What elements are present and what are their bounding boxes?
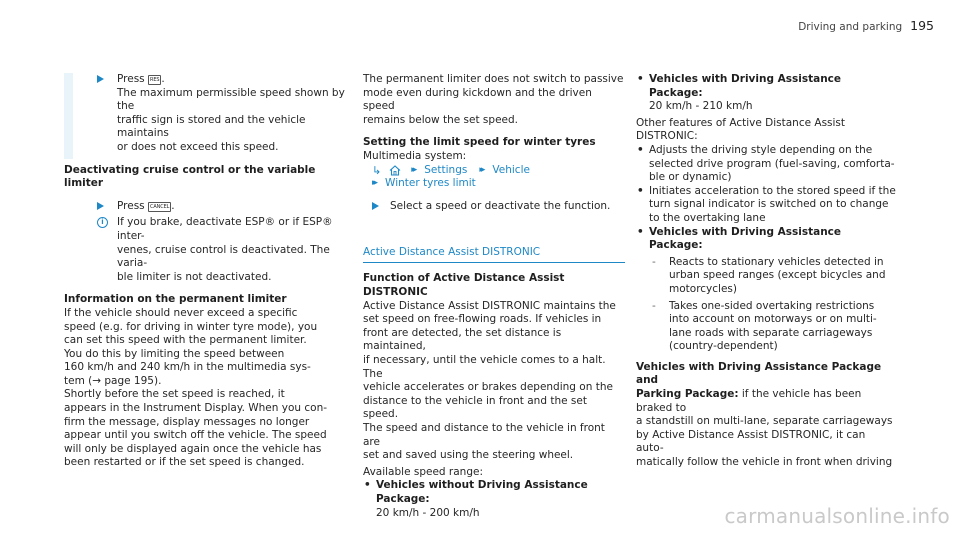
dash-icon: - [652,299,656,312]
text-line: 160 km/h and 240 km/h in the multimedia sys- [64,361,311,374]
step-arrow-icon [97,202,104,210]
note-line: If you brake, deactivate ESP® or if ESP® inter- [117,216,333,242]
text-line: firm the message, display messages no longer [64,415,310,428]
column-right [636,73,896,470]
bullet-with-package [636,73,896,114]
other-features [636,117,896,144]
watermark: carmanualsonline.info [724,504,950,528]
menu-path [363,164,625,191]
info-icon: i [97,217,108,228]
chevron-double-icon: ▸▸ [479,164,483,175]
step-press-cancel [64,200,354,214]
text-line: The permanent limiter does not switch to passive [363,73,624,85]
text-line: Adjusts the driving style depending on the [649,143,873,156]
sub-item-reacts [636,256,896,297]
text-line: Active Distance Assist DISTRONIC maintains the [363,299,616,312]
text-line: if necessary, until the vehicle comes to a halt. The [363,354,606,380]
text-line: matically follow the vehicle in front when driving [636,456,893,469]
column-middle [363,73,625,520]
text-line: a standstill on multi-lane, separate carriageways [636,415,893,428]
step-text-line: traffic sign is stored and the vehicle maintains [117,113,306,140]
bullet-icon: • [637,225,644,238]
text-line: into account on motorways or on multi- [669,313,877,326]
info-note [64,216,354,284]
text-line: set and saved using the steering wheel. [363,449,574,462]
text-line: been restarted or if the set speed is changed. [64,456,305,469]
text-line: Shortly before the set speed is reached, it [64,388,285,401]
bullet-without-package [363,479,625,520]
column-left [64,73,354,470]
bullet-icon: • [637,184,644,197]
bullet-label: Vehicles with Driving Assistance Package: [649,73,842,99]
text-line: vehicle accelerates or brakes depending on the [363,381,613,394]
text-line: to the overtaking lane [649,211,766,224]
bullet-icon: • [637,143,644,156]
cancel-key-icon: CANCEL [149,203,170,210]
text-line: mode even during kickdown and the driven speed [363,86,592,113]
section-rule [363,262,625,264]
step-select-speed [363,200,625,214]
text-line: If the vehicle should never exceed a specific [64,306,298,319]
heading-deactivating: Deactivating cruise control or the variable limiter [64,163,316,190]
text-line: You do this by limiting the speed between [64,347,285,360]
bullet-value: 20 km/h - 200 km/h [376,506,480,519]
text-line: set speed on free-flowing roads. If vehicles in [363,313,602,326]
range-label: Available speed range: [363,465,483,478]
chevron-double-icon: ▸▸ [372,178,376,189]
text-line: front are detected, the set distance is maintained, [363,326,562,353]
parking-heading-line-1: Vehicles with Driving Assistance Package and [636,360,882,387]
text-line: selected drive program (fuel-saving, comforta- [649,157,895,170]
bullet-adjusts [636,144,896,185]
text-line: urban speed ranges (except bicycles and [669,269,886,282]
parking-paragraph [636,361,896,470]
menu-item-settings: Settings [424,163,468,176]
bullet-label: Vehicles with Driving Assistance Package: [649,225,842,252]
bullet-with-package-2 [636,226,896,253]
step-prefix: Press [117,73,145,85]
info-paragraph-2 [64,348,354,389]
step-text-line: Select a speed or deactivate the function. [390,199,611,212]
text-line: Reacts to stationary vehicles detected in [669,255,884,268]
text-line: speed (e.g. for driving in winter tyre mode), you [64,320,318,333]
page-number: 195 [910,18,934,33]
heading-function: Function of Active Distance Assist DISTRONIC [363,272,565,299]
page-header [798,18,934,33]
heading-setting-limit: Setting the limit speed for winter tyres [363,136,596,149]
step-text-line: or does not exceed this speed. [117,140,279,153]
text-line: tem (→ page 195). [64,374,162,387]
step-arrow-icon [372,202,379,210]
function-paragraph [363,300,625,463]
chevron-double-icon: ▸▸ [411,164,415,175]
info-paragraph-3 [64,388,354,470]
menu-item-vehicle: Vehicle [492,163,530,176]
text-line: appears in the Instrument Display. When you con- [64,402,328,415]
section-heading-distronic: Active Distance Assist DISTRONIC [363,246,541,259]
text-line: if the vehicle has been braked to [636,388,862,414]
menu-item-winter-tyres: Winter tyres limit [385,177,476,190]
res-key-icon: RES [149,77,160,83]
text-line: DISTRONIC: [636,130,698,143]
text-line: Other features of Active Distance Assist [636,116,846,129]
text-line: by Active Distance Assist DISTRONIC, it can auto- [636,428,866,455]
intro-paragraph [363,73,625,127]
text-line: distance to the vehicle in front and the set speed. [363,394,587,421]
note-line: ble limiter is not deactivated. [117,270,272,283]
text-line: can set this speed with the permanent limiter. [64,334,307,347]
text-line: turn signal indicator is switched on to change [649,198,889,211]
heading-information: Information on the permanent limiter [64,293,287,306]
step-suffix: . [171,199,175,212]
parking-heading-line-2: Parking Package: [636,388,739,401]
text-line: ble or dynamic) [649,171,732,184]
text-line: lane roads with separate carriageways [669,326,873,339]
bullet-icon: • [637,73,644,85]
step-arrow-icon [97,75,104,83]
step-text-line: The maximum permissible speed shown by the [117,86,345,113]
bullet-initiates [636,185,896,226]
text-line: appear until you switch off the vehicle. The speed [64,429,327,442]
text-line: (country-dependent) [669,340,778,353]
note-line: venes, cruise control is deactivated. The varia- [117,243,330,270]
bullet-value: 20 km/h - 210 km/h [649,100,753,113]
bullet-label: Vehicles without Driving Assistance Package: [376,479,588,505]
step-suffix: . [161,73,165,85]
text-line: Takes one-sided overtaking restrictions [669,299,875,312]
text-line: Initiates acceleration to the stored speed if the [649,184,896,197]
section-title: Driving and parking [798,21,903,33]
text-line: The speed and distance to the vehicle in front are [363,421,605,448]
step-prefix: Press [117,199,145,212]
text-line: will only be displayed again once the vehicle has [64,442,322,455]
sub-item-takes [636,300,896,354]
multimedia-label: Multimedia system: [363,149,467,162]
step-press-res [64,73,354,155]
home-icon [389,165,401,176]
text-line: remains below the set speed. [363,113,518,126]
hook-arrow-icon: ↳ [372,163,382,177]
info-paragraph-1 [64,307,354,348]
text-line: motorcycles) [669,282,737,295]
dash-icon: - [652,255,656,268]
bullet-icon: • [364,479,371,492]
